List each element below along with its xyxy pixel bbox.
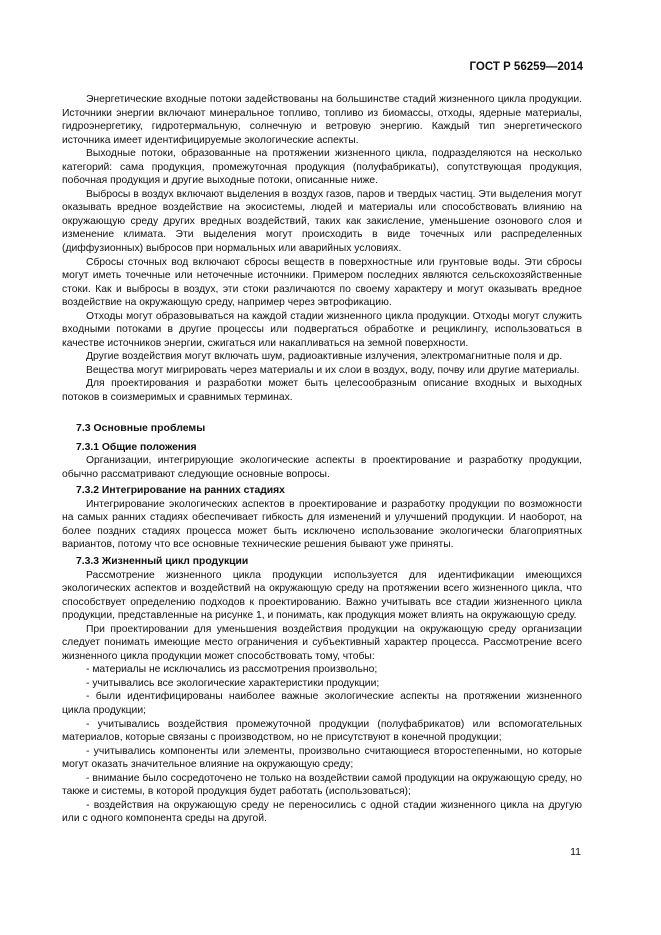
standard-header: ГОСТ Р 56259—2014 bbox=[469, 61, 583, 73]
paragraph-wastewater: Сбросы сточных вод включают сбросы веществ в поверхностные или грунтовые воды. Эти сбросы могут иметь точечные или неточечные источники. Примером последних являются сельскохозяйственные стоки. Как и выбросы в воздух, эти стоки различаются по своему характеру и могут оказывать вредное воздействие на окружающую среду, например через эвтрофикацию. bbox=[62, 256, 582, 309]
paragraph-other-impacts: Другие воздействия могут включать шум, радиоактивные излучения, электромагнитные поля и др. bbox=[86, 351, 563, 363]
list-item: - воздействия на окружающую среду не переносились с одной стадии жизненного цикла на другую или с одного компонента среды на другой. bbox=[62, 799, 582, 825]
list-item: - учитывались компоненты или элементы, произвольно считающиеся второстепенными, но которые могут оказать значительное влияние на окружающую среду; bbox=[62, 745, 582, 771]
paragraph-output-flows: Выходные потоки, образованные на протяжении жизненного цикла, подразделяются на несколько категорий: сама продукция, промежуточная продукция (полуфабрикаты), сопутствующая продукция, побочная продукция и другие выходные потоки, описанные ниже. bbox=[62, 148, 582, 187]
subsection-7-3-1-text: Организации, интегрирующие экологические аспекты в проектирование и разработку продукции, обычно рассматривают следующие основные вопросы. bbox=[62, 455, 582, 480]
paragraph-energy-inputs: Энергетические входные потоки задействованы на большинстве стадий жизненного цикла продукции. Источники энергии включают минеральное топливо, топливо из биомассы, отходы, ядерные материалы, гидроэнергетику, гидротермальную, солнечную и ветровую энергию. Каждый тип энергетического источника имеет идентифицируемые экологические аспекты. bbox=[62, 94, 582, 146]
subsection-7-3-2-title: 7.3.2 Интегрирование на ранних стадиях bbox=[76, 485, 285, 497]
paragraph-waste: Отходы могут образовываться на каждой стадии жизненного цикла продукции. Отходы могут служить входными потоками в другие процессы или подвергаться обработке и рециклингу, использоваться в качестве источников энергии, сжигаться или накапливаться на земной поверхности. bbox=[62, 310, 582, 349]
list-item: - были идентифицированы наиболее важные экологические аспекты на протяжении жизненного цикла продукции; bbox=[62, 691, 582, 716]
section-7-3-title: 7.3 Основные проблемы bbox=[76, 421, 206, 434]
list-item: - учитывались воздействия промежуточной продукции (полуфабрикатов) или вспомогательных материалов, которые связаны с производством, но не присутствуют в конечной продукции; bbox=[62, 718, 582, 744]
subsection-7-3-3-text-2: При проектировании для уменьшения воздействия продукции на окружающую среду организации следует понимать имеющие место ограничения и субъективный характер процесса. Рассмотрение всего жизненного цикла продукции может способствовать тому, чтобы: bbox=[62, 623, 582, 662]
paragraph-air-emissions: Выбросы в воздух включают выделения в воздух газов, паров и твердых частиц. Эти выделения могут оказывать вредное воздействие на экосистемы, людей и материалы или способствовать влиянию на окружающую среду других вредных воздействий, таких как закисление, уменьшение озонового слоя и изменение климата. Эти выделения могут происходить в виде точечных или распределенных (диффузионных) выбросов при нормальных или аварийных условиях. bbox=[62, 188, 582, 255]
subsection-7-3-1-title: 7.3.1 Общие положения bbox=[76, 441, 197, 453]
list-item: - внимание было сосредоточено не только на воздействии самой продукции на окружающую среду, но также и системы, в которой продукция будет работать (использоваться); bbox=[62, 772, 582, 798]
paragraph-migration: Вещества могут мигрировать через материалы и их слои в воздух, воду, почву или другие материалы. bbox=[86, 364, 580, 376]
subsection-7-3-3-title: 7.3.3 Жизненный цикл продукции bbox=[76, 555, 249, 567]
list-item: - материалы не исключались из рассмотрения произвольно; bbox=[86, 664, 378, 676]
document-body bbox=[62, 93, 582, 826]
paragraph-design-description: Для проектирования и разработки может быть целесообразным описание входных и выходных потоков в соизмеримых и сравнимых терминах. bbox=[62, 378, 582, 404]
subsection-7-3-3-text-1: Рассмотрение жизненного цикла продукции используется для идентификации имеющихся экологических аспектов и воздействий на окружающую среду на протяжении всего жизненного цикла, что способствует определению подходов к проектированию. Важно учитывать все стадии жизненного цикла продукции, представленные на рисунке 1, и понимать, как продукция может влиять на окружающую среду. bbox=[62, 569, 582, 622]
list-item: - учитывались все экологические характеристики продукции; bbox=[86, 677, 380, 689]
subsection-7-3-2-text: Интегрирование экологических аспектов в проектирование и разработку продукции по возможности на самых ранних стадиях обеспечивает гибкость для изменений и улучшений продукции. И наоборот, на более поздних стадиях процесса может быть исключено использование экологически благоприятных вариантов, потому что все основные технические решения бывают уже приняты. bbox=[62, 498, 582, 551]
page-number: 11 bbox=[570, 846, 581, 858]
